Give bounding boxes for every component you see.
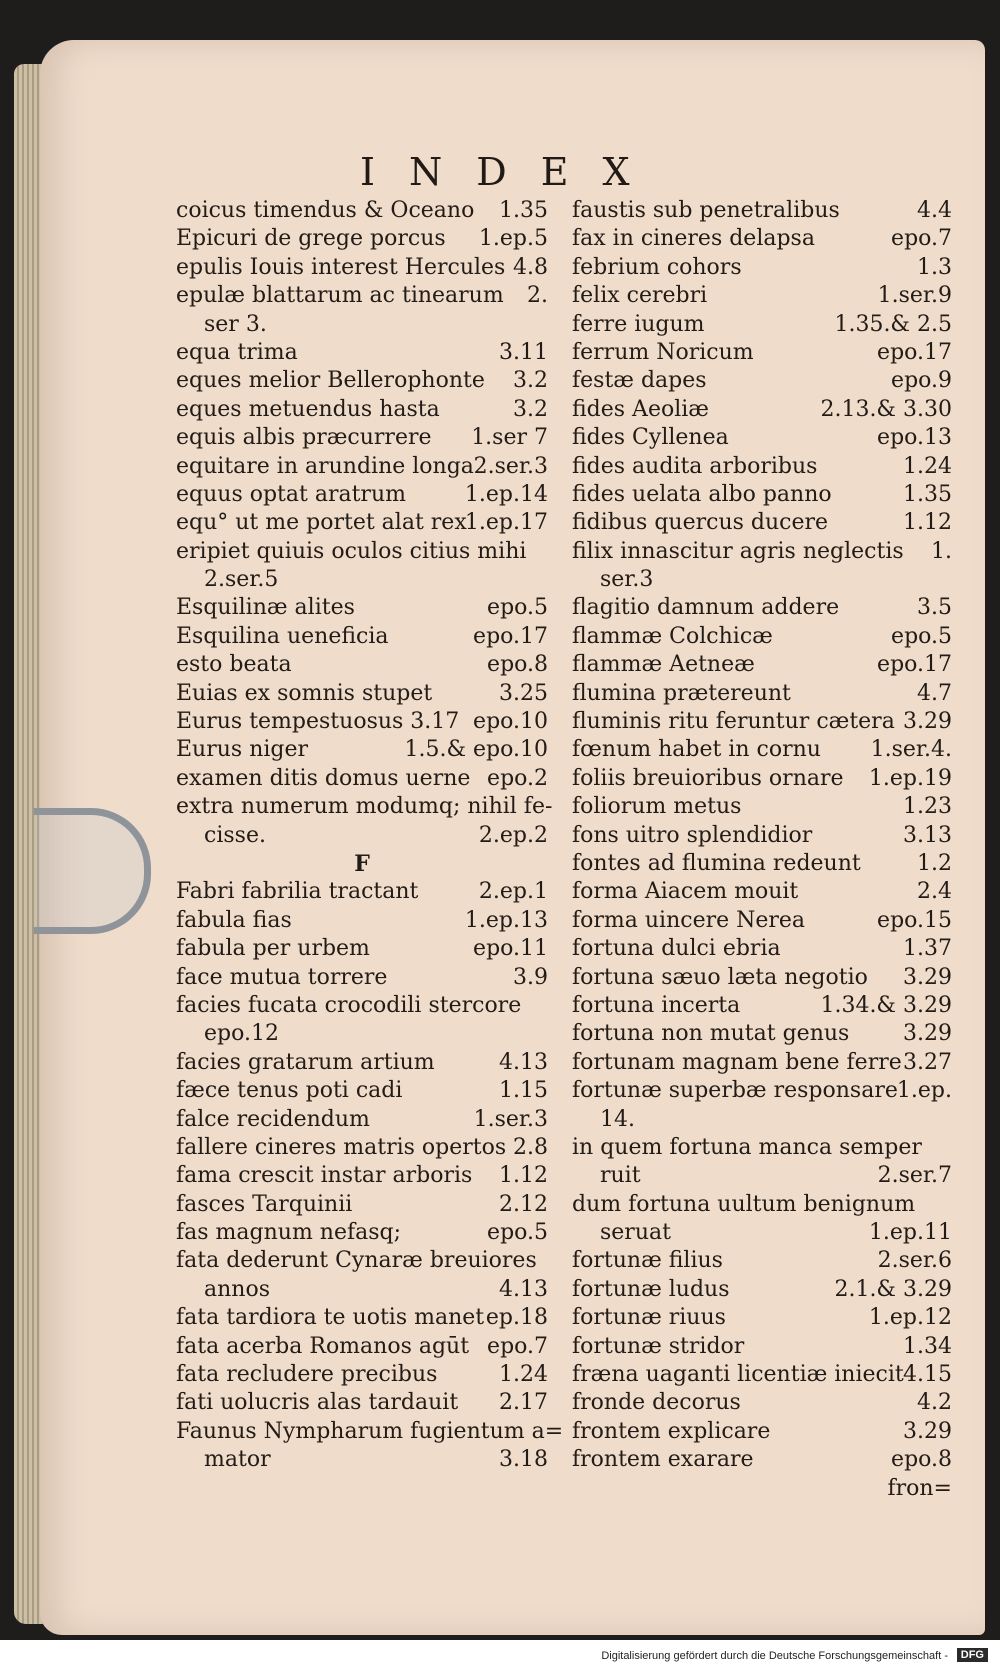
entry-reference: epo.17 bbox=[877, 652, 952, 678]
entry-text: flammæ Colchicæ bbox=[572, 623, 773, 649]
entry-text: epo.12 bbox=[204, 1021, 279, 1047]
index-entry bbox=[572, 226, 952, 254]
index-entry bbox=[572, 1220, 952, 1248]
index-entry bbox=[176, 709, 548, 737]
entry-text: ser.3 bbox=[600, 567, 654, 593]
index-entry bbox=[572, 312, 952, 340]
entry-reference: 3.11 bbox=[499, 339, 548, 365]
index-entry bbox=[176, 1163, 548, 1191]
entry-text: ruit bbox=[600, 1163, 641, 1189]
index-entry bbox=[572, 1078, 952, 1106]
entry-reference: epo.8 bbox=[487, 652, 548, 678]
entry-reference: 2.ser.3 bbox=[473, 453, 548, 479]
entry-text: 2.ser.5 bbox=[204, 567, 279, 593]
entry-reference: epo.2 bbox=[487, 765, 548, 791]
index-entry bbox=[572, 510, 952, 538]
entry-reference: epo.5 bbox=[891, 623, 952, 649]
footer-bar bbox=[0, 1640, 1000, 1674]
index-entry bbox=[176, 340, 548, 368]
index-entry bbox=[176, 1277, 548, 1305]
entry-reference: epo.11 bbox=[473, 936, 548, 962]
entry-text: equus optat aratrum bbox=[176, 481, 406, 507]
entry-text: ferrum Noricum bbox=[572, 339, 754, 365]
entry-reference: 1.ep.5 bbox=[478, 226, 548, 252]
index-entry bbox=[176, 226, 548, 254]
entry-text: fortunam magnam bene ferre bbox=[572, 1049, 902, 1075]
entry-text: examen ditis domus uerne bbox=[176, 765, 471, 791]
entry-text: fortuna incerta bbox=[572, 992, 741, 1018]
entry-text: fama crescit instar arboris bbox=[176, 1163, 473, 1189]
index-entry bbox=[572, 255, 952, 283]
entry-reference: 1.ep.13 bbox=[464, 907, 548, 933]
entry-text: fata recludere precibus bbox=[176, 1362, 438, 1388]
entry-text: epulis Iouis interest Hercules bbox=[176, 254, 506, 280]
entry-reference: 2.4 bbox=[917, 879, 952, 905]
entry-reference: 1.12 bbox=[903, 510, 952, 536]
index-entry bbox=[572, 1107, 952, 1135]
index-entry bbox=[572, 1305, 952, 1333]
entry-text: flumina prætereunt bbox=[572, 680, 791, 706]
index-entry bbox=[572, 368, 952, 396]
entry-reference: 3.13 bbox=[903, 822, 952, 848]
index-entry bbox=[572, 1135, 952, 1163]
index-column-right bbox=[572, 198, 952, 1504]
entry-reference: 2.ser.7 bbox=[877, 1163, 952, 1189]
entry-text: facies gratarum artium bbox=[176, 1049, 435, 1075]
index-entry bbox=[176, 1107, 548, 1135]
index-entry bbox=[176, 368, 548, 396]
footer-credit: Digitalisierung gefördert durch die Deutsche Forschungsgemeinschaft - bbox=[601, 1650, 948, 1662]
entry-reference: 1.23 bbox=[903, 794, 952, 820]
entry-text: esto beata bbox=[176, 652, 292, 678]
entry-reference: 4.13 bbox=[499, 1049, 548, 1075]
entry-text: 14. bbox=[600, 1106, 635, 1132]
entry-text: foliis breuioribus ornare bbox=[572, 765, 844, 791]
index-entry bbox=[572, 1277, 952, 1305]
paper-clip bbox=[34, 808, 151, 934]
index-entry bbox=[176, 766, 548, 794]
index-entry bbox=[572, 624, 952, 652]
entry-text: faustis sub penetralibus bbox=[572, 198, 840, 223]
index-entry bbox=[572, 1362, 952, 1390]
entry-text: seruat bbox=[600, 1220, 671, 1246]
entry-text: fata dederunt Cynaræ breuiores bbox=[176, 1248, 537, 1274]
entry-text: fides uelata albo panno bbox=[572, 481, 832, 507]
index-entry bbox=[176, 681, 548, 709]
entry-reference: 1.15 bbox=[499, 1078, 548, 1104]
entry-text: fidibus quercus ducere bbox=[572, 510, 829, 536]
entry-text: extra numerum modumq; nihil fe- bbox=[176, 794, 553, 820]
index-entry bbox=[572, 652, 952, 680]
index-entry bbox=[572, 1050, 952, 1078]
index-entry bbox=[572, 1248, 952, 1276]
index-column-left bbox=[176, 198, 564, 1476]
index-entry bbox=[572, 794, 952, 822]
entry-text: fabula per urbem bbox=[176, 936, 370, 962]
entry-text: ser 3. bbox=[204, 311, 267, 337]
entry-reference: 2.ser.6 bbox=[877, 1248, 952, 1274]
index-entry bbox=[572, 397, 952, 425]
entry-reference: 3.2 bbox=[513, 396, 548, 422]
entry-text: fortuna dulci ebria bbox=[572, 936, 781, 962]
entry-reference: 2. bbox=[527, 283, 548, 309]
entry-reference: 1.34.& 3.29 bbox=[820, 992, 952, 1018]
entry-reference: 1.ser.4. bbox=[870, 737, 952, 763]
entry-reference: epo.15 bbox=[877, 907, 952, 933]
entry-text: fortunæ superbæ responsare bbox=[572, 1078, 898, 1104]
entry-text: cisse. bbox=[204, 822, 266, 848]
entry-reference: epo.8 bbox=[891, 1447, 952, 1473]
entry-text: foliorum metus bbox=[572, 794, 742, 820]
index-entry bbox=[176, 595, 548, 623]
index-entry bbox=[176, 1050, 548, 1078]
entry-reference: 3.25 bbox=[499, 680, 548, 706]
index-entry bbox=[572, 823, 952, 851]
entry-text: fortuna sæuo læta negotio bbox=[572, 964, 868, 990]
entry-reference: 3.29 bbox=[903, 1418, 952, 1444]
index-entry bbox=[176, 397, 548, 425]
entry-text: fallere cineres matris opertos bbox=[176, 1134, 507, 1160]
entry-reference: 1.ep. bbox=[896, 1078, 952, 1104]
index-entry bbox=[176, 993, 548, 1021]
entry-text: equitare in arundine longa bbox=[176, 453, 474, 479]
entry-text: fasces Tarquinii bbox=[176, 1191, 353, 1217]
index-entry bbox=[572, 283, 952, 311]
index-entry bbox=[572, 936, 952, 964]
entry-reference: 1.ep.17 bbox=[464, 510, 548, 536]
entry-reference: 4.15 bbox=[903, 1362, 952, 1388]
entry-reference: 2.1.& 3.29 bbox=[834, 1276, 952, 1302]
entry-text: fluminis ritu feruntur cætera bbox=[572, 709, 895, 735]
index-entry bbox=[176, 936, 548, 964]
index-entry bbox=[572, 567, 952, 595]
entry-reference: 2.8 bbox=[513, 1134, 548, 1160]
entry-reference: 2.13.& 3.30 bbox=[820, 396, 952, 422]
index-entry bbox=[176, 454, 548, 482]
entry-text: epulæ blattarum ac tinearum bbox=[176, 283, 504, 309]
entry-text: Esquilina ueneficia bbox=[176, 623, 389, 649]
entry-reference: 1.ser.9 bbox=[877, 283, 952, 309]
entry-reference: epo.10 bbox=[473, 709, 548, 735]
index-entry bbox=[572, 1447, 952, 1475]
index-entry bbox=[572, 965, 952, 993]
entry-text: Epicuri de grege porcus bbox=[176, 226, 446, 252]
index-entry bbox=[176, 567, 548, 595]
section-letter-text: F bbox=[354, 850, 370, 877]
index-entry bbox=[572, 198, 952, 226]
entry-text: fortunæ stridor bbox=[572, 1333, 745, 1359]
entry-reference: 1.2 bbox=[917, 850, 952, 876]
entry-reference: epo.17 bbox=[473, 623, 548, 649]
index-entry bbox=[176, 510, 548, 538]
entry-text: fata acerba Romanos agūt bbox=[176, 1333, 470, 1359]
index-entry bbox=[176, 312, 548, 340]
entry-reference: 3.27 bbox=[903, 1049, 952, 1075]
index-entry bbox=[176, 283, 548, 311]
entry-text: fas magnum nefasq; bbox=[176, 1220, 402, 1246]
entry-text: febrium cohors bbox=[572, 254, 742, 280]
entry-text: Esquilinæ alites bbox=[176, 595, 355, 621]
index-entry bbox=[572, 1476, 952, 1504]
entry-text: fati uolucris alas tardauit bbox=[176, 1390, 459, 1416]
index-entry bbox=[176, 823, 548, 851]
entry-reference: 1.ep.11 bbox=[868, 1220, 952, 1246]
entry-reference: 2.12 bbox=[499, 1191, 548, 1217]
index-entry bbox=[176, 1021, 548, 1049]
entry-reference: epo.5 bbox=[487, 1220, 548, 1246]
entry-reference: 1.34 bbox=[903, 1333, 952, 1359]
index-entry bbox=[572, 482, 952, 510]
entry-reference: 3.9 bbox=[513, 964, 548, 990]
entry-reference: 1.24 bbox=[903, 453, 952, 479]
entry-text: Euias ex somnis stupet bbox=[176, 680, 433, 706]
entry-reference: 1.3 bbox=[917, 254, 952, 280]
catchword: fron= bbox=[887, 1475, 952, 1501]
entry-text: ferre iugum bbox=[572, 311, 705, 337]
index-header: INDEX bbox=[360, 150, 664, 194]
entry-text: falce recidendum bbox=[176, 1106, 370, 1132]
index-entry bbox=[176, 198, 548, 226]
index-entry bbox=[176, 879, 548, 907]
entry-text: fax in cineres delapsa bbox=[572, 226, 815, 252]
entry-text: eques melior Bellerophonte bbox=[176, 368, 485, 394]
entry-text: fides Cyllenea bbox=[572, 425, 729, 451]
entry-text: fontes ad flumina redeunt bbox=[572, 850, 861, 876]
entry-reference: 4.8 bbox=[513, 254, 548, 280]
index-entry bbox=[176, 1418, 564, 1447]
entry-text: festæ dapes bbox=[572, 368, 707, 394]
index-entry bbox=[572, 1334, 952, 1362]
entry-reference: 1.ep.14 bbox=[464, 481, 548, 507]
entry-text: fortuna non mutat genus bbox=[572, 1021, 850, 1047]
index-entry bbox=[572, 1390, 952, 1418]
entry-reference: 3.29 bbox=[903, 709, 952, 735]
entry-reference: 3.18 bbox=[499, 1447, 548, 1473]
index-entry bbox=[176, 482, 548, 510]
entry-reference: 1.35.& 2.5 bbox=[834, 311, 952, 337]
entry-text: filix innascitur agris neglectis bbox=[572, 538, 904, 564]
entry-reference: epo.5 bbox=[487, 595, 548, 621]
index-entry bbox=[572, 908, 952, 936]
entry-reference: epo.7 bbox=[891, 226, 952, 252]
entry-reference: 2.17 bbox=[499, 1390, 548, 1416]
index-entry bbox=[176, 1078, 548, 1106]
index-entry bbox=[572, 737, 952, 765]
entry-text: annos bbox=[204, 1276, 270, 1302]
entry-text: frontem exarare bbox=[572, 1447, 754, 1473]
index-entry bbox=[176, 1192, 548, 1220]
entry-text: fæce tenus poti cadi bbox=[176, 1078, 403, 1104]
index-entry bbox=[176, 1135, 548, 1163]
entry-text: coicus timendus & Oceano bbox=[176, 198, 475, 223]
index-entry bbox=[176, 1248, 548, 1276]
entry-reference: 4.13 bbox=[499, 1276, 548, 1302]
entry-text: felix cerebri bbox=[572, 283, 708, 309]
index-entry bbox=[572, 539, 952, 567]
entry-text: fortunæ ludus bbox=[572, 1276, 730, 1302]
index-entry bbox=[176, 1447, 548, 1475]
index-entry bbox=[176, 1305, 548, 1333]
entry-text: equ° ut me portet alat rex bbox=[176, 510, 467, 536]
index-entry bbox=[176, 1362, 548, 1390]
index-entry bbox=[572, 1192, 952, 1220]
entry-text: forma uincere Nerea bbox=[572, 907, 806, 933]
index-entry bbox=[176, 1334, 548, 1362]
entry-reference: epo.7 bbox=[487, 1333, 548, 1359]
entry-reference: epo.17 bbox=[877, 339, 952, 365]
entry-text: Eurus tempestuosus 3.17 bbox=[176, 709, 460, 735]
entry-text: fortunæ filius bbox=[572, 1248, 723, 1274]
entry-reference: 4.4 bbox=[917, 198, 952, 223]
entry-text: fræna uaganti licentiæ iniecit bbox=[572, 1362, 904, 1388]
entry-reference: 3.2 bbox=[513, 368, 548, 394]
index-entry bbox=[572, 1163, 952, 1191]
index-entry bbox=[176, 1390, 548, 1418]
entry-text: Eurus niger bbox=[176, 737, 309, 763]
entry-reference: 1.ep.19 bbox=[868, 765, 952, 791]
index-entry bbox=[176, 539, 548, 567]
index-entry bbox=[572, 1021, 952, 1049]
entry-text: flammæ Aetneæ bbox=[572, 652, 755, 678]
index-entry bbox=[572, 1419, 952, 1447]
entry-reference: 4.2 bbox=[917, 1390, 952, 1416]
entry-reference: 3.5 bbox=[917, 595, 952, 621]
entry-text: face mutua torrere bbox=[176, 964, 388, 990]
entry-reference: epo.9 bbox=[891, 368, 952, 394]
entry-text: fides Aeoliæ bbox=[572, 396, 709, 422]
entry-reference: epo.13 bbox=[877, 425, 952, 451]
index-entry bbox=[572, 766, 952, 794]
entry-reference: 1.37 bbox=[903, 936, 952, 962]
entry-text: dum fortuna uultum benignum bbox=[572, 1191, 916, 1217]
entry-reference: 1.ep.12 bbox=[868, 1305, 952, 1331]
entry-text: Fabri fabrilia tractant bbox=[176, 879, 419, 905]
entry-reference: ep.18 bbox=[485, 1305, 548, 1331]
entry-text: equis albis præcurrere bbox=[176, 425, 432, 451]
index-entry bbox=[572, 993, 952, 1021]
entry-text: fons uitro splendidior bbox=[572, 822, 813, 848]
index-entry bbox=[176, 624, 548, 652]
index-entry bbox=[572, 879, 952, 907]
entry-reference: 1.5.& epo.10 bbox=[404, 737, 548, 763]
entry-text: fata tardiora te uotis manet bbox=[176, 1305, 485, 1331]
entry-text: eripiet quiuis oculos citius mihi bbox=[176, 538, 527, 564]
entry-reference: 1.12 bbox=[499, 1163, 548, 1189]
entry-reference: 3.29 bbox=[903, 964, 952, 990]
entry-text: mator bbox=[204, 1447, 271, 1473]
entry-reference: 1.35 bbox=[499, 198, 548, 223]
entry-text: fortunæ riuus bbox=[572, 1305, 726, 1331]
entry-reference: 2.ep.1 bbox=[478, 879, 548, 905]
section-letter bbox=[176, 851, 548, 879]
index-entry bbox=[572, 425, 952, 453]
entry-text: flagitio damnum addere bbox=[572, 595, 840, 621]
entry-reference: 1.ser 7 bbox=[471, 425, 548, 451]
entry-text: fœnum habet in cornu bbox=[572, 737, 821, 763]
index-entry bbox=[572, 595, 952, 623]
entry-text: fabula fias bbox=[176, 907, 292, 933]
entry-text: fronde decorus bbox=[572, 1390, 741, 1416]
dfg-logo: DFG bbox=[957, 1648, 988, 1662]
entry-reference: 1.35 bbox=[903, 481, 952, 507]
index-entry bbox=[572, 340, 952, 368]
index-entry bbox=[176, 794, 553, 822]
index-entry bbox=[176, 908, 548, 936]
index-entry bbox=[176, 652, 548, 680]
entry-reference: 1. bbox=[931, 538, 952, 564]
entry-text: facies fucata crocodili stercore bbox=[176, 992, 522, 1018]
entry-reference: 1.24 bbox=[499, 1362, 548, 1388]
index-entry bbox=[572, 681, 952, 709]
entry-text: equa trima bbox=[176, 339, 298, 365]
entry-reference: 3.29 bbox=[903, 1021, 952, 1047]
entry-text: eques metuendus hasta bbox=[176, 396, 440, 422]
index-entry bbox=[572, 851, 952, 879]
entry-text: frontem explicare bbox=[572, 1418, 771, 1444]
entry-text: in quem fortuna manca semper bbox=[572, 1134, 922, 1160]
entry-text: Faunus Nympharum fugientum a= bbox=[176, 1418, 564, 1444]
entry-text: forma Aiacem mouit bbox=[572, 879, 799, 905]
index-entry bbox=[572, 454, 952, 482]
index-entry bbox=[176, 255, 548, 283]
entry-text: fides audita arboribus bbox=[572, 453, 818, 479]
entry-reference: 1.ser.3 bbox=[473, 1106, 548, 1132]
index-entry bbox=[176, 1220, 548, 1248]
index-entry bbox=[176, 425, 548, 453]
entry-reference: 2.ep.2 bbox=[478, 822, 548, 848]
entry-reference: 4.7 bbox=[917, 680, 952, 706]
index-entry bbox=[176, 965, 548, 993]
index-entry bbox=[176, 737, 548, 765]
index-entry bbox=[572, 709, 952, 737]
